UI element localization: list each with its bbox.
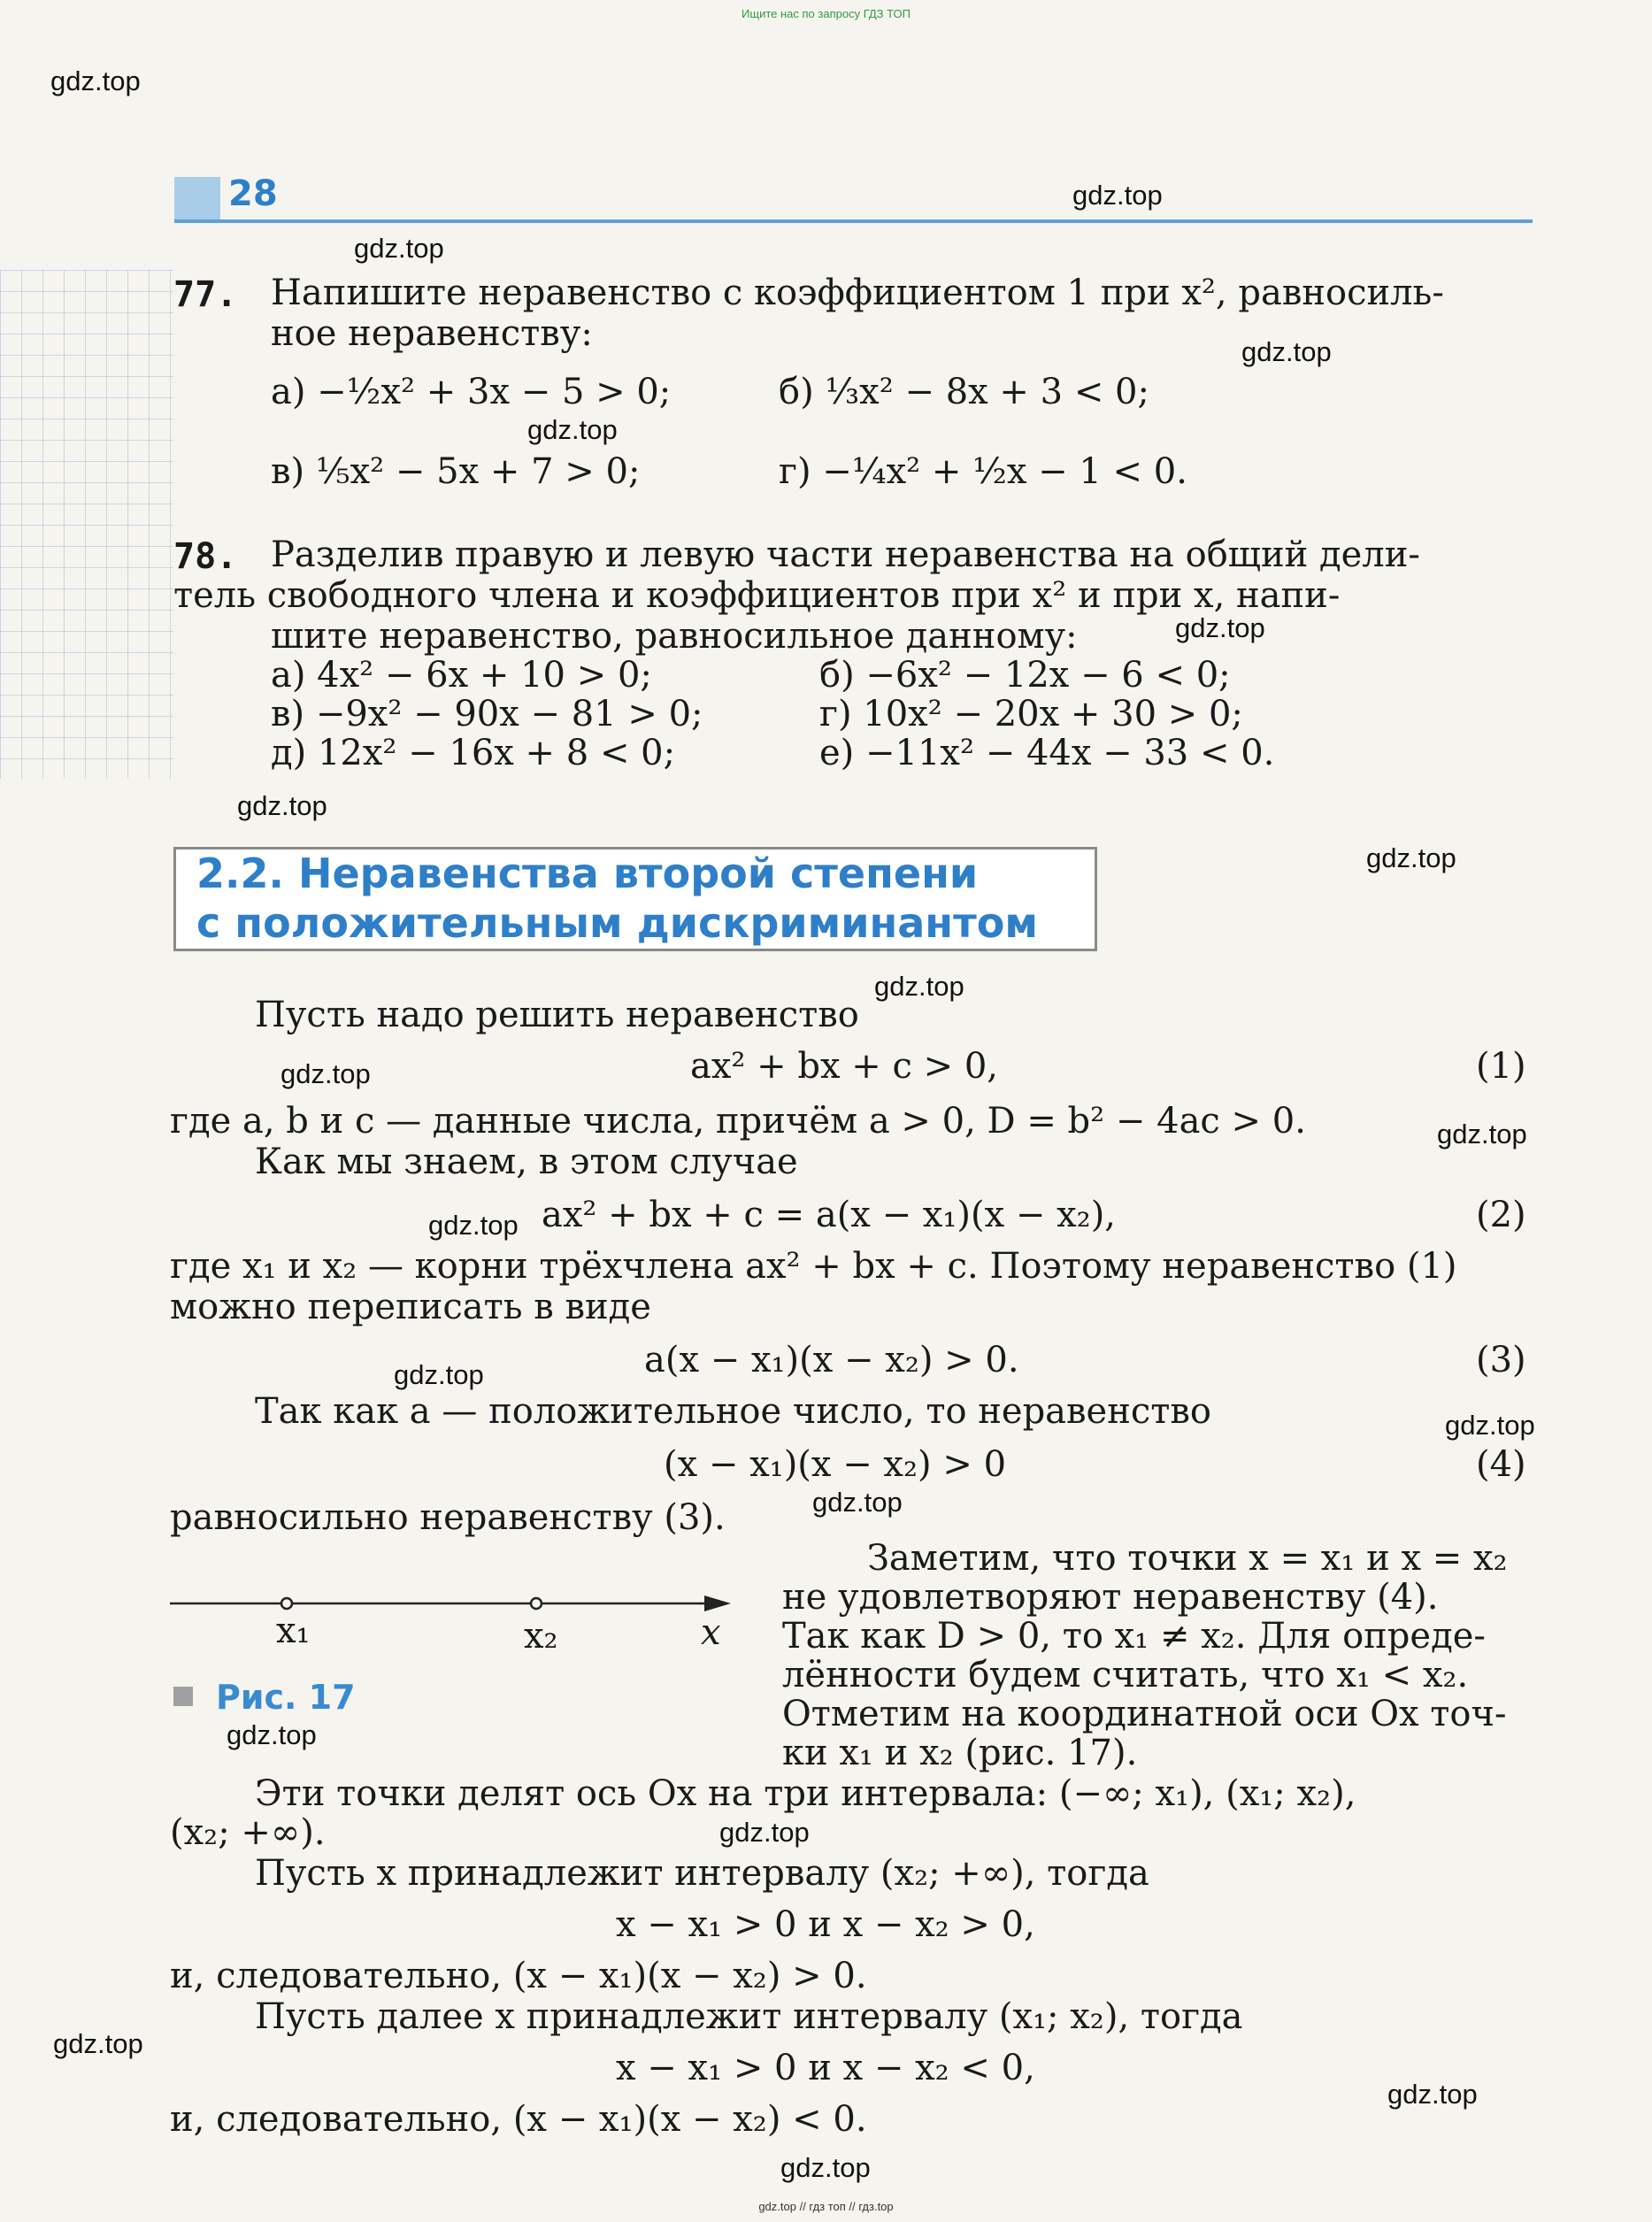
equation: ax² + bx + c > 0, bbox=[690, 1046, 999, 1087]
equation-number: (1) bbox=[1476, 1046, 1526, 1087]
axis-arrow bbox=[704, 1595, 731, 1611]
watermark: gdz.top bbox=[812, 1487, 903, 1518]
exercise-text: Напишите неравенство с коэффициентом 1 при x², равносиль- bbox=[271, 273, 1444, 313]
watermark: gdz.top bbox=[874, 971, 964, 1002]
point-x2 bbox=[531, 1598, 542, 1609]
equation: x − x₁ > 0 и x − x₂ > 0, bbox=[616, 1904, 1035, 1945]
header-rule bbox=[174, 219, 1533, 223]
exercise-item: е) −11x² − 44x − 33 < 0. bbox=[819, 733, 1275, 773]
watermark: gdz.top bbox=[1387, 2079, 1478, 2110]
watermark: gdz.top bbox=[527, 414, 618, 445]
caption-marker bbox=[173, 1687, 193, 1706]
body-text: и, следовательно, (x − x₁)(x − x₂) < 0. bbox=[170, 2099, 867, 2140]
watermark: gdz.top bbox=[1366, 842, 1456, 873]
exercise-item: а) −½x² + 3x − 5 > 0; bbox=[271, 372, 672, 412]
watermark: gdz.top bbox=[53, 2028, 143, 2059]
figure-label-x1: x₁ bbox=[276, 1611, 311, 1651]
exercise-item: д) 12x² − 16x + 8 < 0; bbox=[271, 733, 676, 773]
body-text: можно переписать в виде bbox=[170, 1287, 651, 1327]
equation: (x − x₁)(x − x₂) > 0 bbox=[664, 1444, 1007, 1485]
body-text: равносильно неравенству (3). bbox=[170, 1497, 726, 1538]
exercise-text: ное неравенству: bbox=[271, 313, 593, 354]
figure-caption: Рис. 17 bbox=[216, 1678, 356, 1717]
watermark: gdz.top bbox=[780, 2152, 871, 2183]
point-x1 bbox=[281, 1598, 292, 1609]
margin-grid bbox=[0, 270, 173, 779]
exercise-item: в) ⅕x² − 5x + 7 > 0; bbox=[271, 451, 641, 492]
page-number: 28 bbox=[228, 173, 278, 214]
top-note: Ищите нас по запросу ГДЗ ТОП bbox=[741, 7, 911, 20]
body-text: Пусть далее x принадлежит интервалу (x₁; x₂), тогда bbox=[255, 1996, 1243, 2037]
watermark: gdz.top bbox=[719, 1817, 810, 1848]
watermark: gdz.top bbox=[280, 1058, 371, 1089]
body-text: Отметим на координатной оси Ox точ- bbox=[782, 1694, 1507, 1734]
figure-label-x2: x₂ bbox=[524, 1616, 558, 1657]
watermark: gdz.top bbox=[1445, 1410, 1535, 1441]
equation-number: (4) bbox=[1476, 1444, 1526, 1485]
equation-number: (2) bbox=[1476, 1195, 1526, 1235]
exercise-number: 78. bbox=[173, 536, 238, 577]
section-title: с положительным дискриминантом bbox=[196, 899, 1038, 947]
footer-note: gdz.top // гдз топ // гдз.top bbox=[758, 2200, 894, 2213]
body-text: Как мы знаем, в этом случае bbox=[255, 1142, 798, 1182]
watermark: gdz.top bbox=[354, 233, 444, 264]
exercise-number: 77. bbox=[173, 274, 238, 315]
watermark: gdz.top bbox=[237, 790, 327, 821]
watermark: gdz.top bbox=[1175, 612, 1265, 643]
watermark: gdz.top bbox=[227, 1719, 317, 1750]
exercise-text: Разделив правую и левую части неравенства на общий дели- bbox=[271, 534, 1420, 575]
equation-number: (3) bbox=[1476, 1340, 1526, 1380]
exercise-item: г) −¼x² + ½x − 1 < 0. bbox=[779, 451, 1187, 492]
exercise-text: шите неравенство, равносильное данному: bbox=[271, 616, 1078, 657]
body-text: не удовлетворяют неравенству (4). bbox=[782, 1577, 1439, 1618]
exercise-item: г) 10x² − 20x + 30 > 0; bbox=[819, 694, 1243, 734]
body-text: Эти точки делят ось Ox на три интервала: (−∞; x₁), (x₁; x₂), bbox=[255, 1773, 1356, 1814]
figure-label-x: x bbox=[701, 1612, 721, 1653]
equation: x − x₁ > 0 и x − x₂ < 0, bbox=[616, 2048, 1035, 2088]
watermark: gdz.top bbox=[1072, 180, 1163, 211]
exercise-item: б) −6x² − 12x − 6 < 0; bbox=[819, 655, 1231, 696]
watermark: gdz.top bbox=[428, 1210, 519, 1241]
watermark: gdz.top bbox=[50, 65, 141, 96]
equation: ax² + bx + c = a(x − x₁)(x − x₂), bbox=[542, 1195, 1117, 1235]
section-title: 2.2. Неравенства второй степени bbox=[196, 850, 979, 897]
exercise-text: тель свободного члена и коэффициентов при x² и при x, напи- bbox=[173, 575, 1341, 616]
exercise-item: б) ⅓x² − 8x + 3 < 0; bbox=[779, 372, 1149, 412]
watermark: gdz.top bbox=[394, 1359, 484, 1390]
body-text: где x₁ и x₂ — корни трёхчлена ax² + bx + c. Поэтому неравенство (1) bbox=[170, 1246, 1457, 1287]
body-text: лённости будем считать, что x₁ < x₂. bbox=[782, 1655, 1469, 1695]
watermark: gdz.top bbox=[1437, 1119, 1527, 1149]
exercise-item: в) −9x² − 90x − 81 > 0; bbox=[271, 694, 703, 734]
exercise-item: а) 4x² − 6x + 10 > 0; bbox=[271, 655, 652, 696]
page-number-box bbox=[174, 177, 220, 219]
watermark: gdz.top bbox=[1241, 336, 1332, 367]
body-text: Пусть x принадлежит интервалу (x₂; +∞), тогда bbox=[255, 1853, 1149, 1894]
body-text: Заметим, что точки x = x₁ и x = x₂ bbox=[867, 1538, 1508, 1579]
body-text: где a, b и c — данные числа, причём a > 0, D = b² − 4ac > 0. bbox=[170, 1101, 1306, 1142]
body-text: Пусть надо решить неравенство bbox=[255, 995, 859, 1035]
body-text: Так как D > 0, то x₁ ≠ x₂. Для опреде- bbox=[782, 1616, 1486, 1657]
body-text: ки x₁ и x₂ (рис. 17). bbox=[782, 1733, 1138, 1773]
body-text: и, следовательно, (x − x₁)(x − x₂) > 0. bbox=[170, 1956, 867, 1996]
body-text: Так как a — положительное число, то неравенство bbox=[255, 1391, 1212, 1432]
body-text: (x₂; +∞). bbox=[170, 1812, 326, 1853]
equation: a(x − x₁)(x − x₂) > 0. bbox=[644, 1340, 1019, 1380]
